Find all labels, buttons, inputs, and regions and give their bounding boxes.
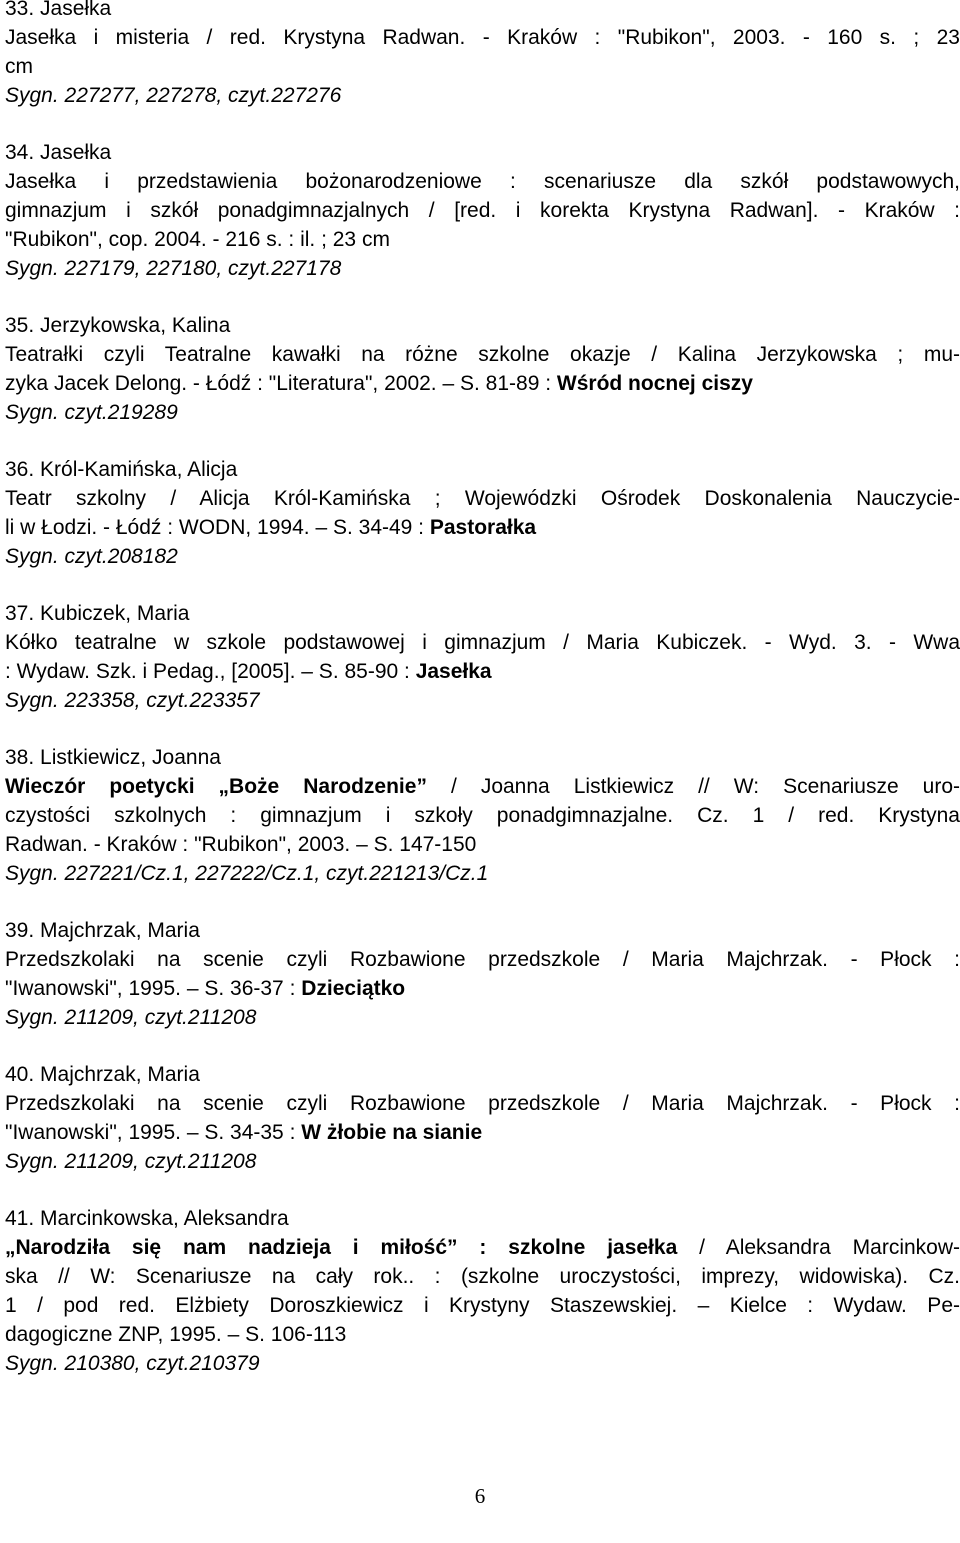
entry-body-line: gimnazjum i szkół ponadgimnazjalnych / [red. i korekta Krystyna Radwan]. - Kraków : <box>5 199 960 222</box>
entry-section-title: W żłobie na sianie <box>301 1121 483 1144</box>
entry-body-line: 1 / pod red. Elżbiety Doroszkiewicz i Krystyny Staszewskiej. – Kielce : Wydaw. Pe- <box>5 1294 960 1317</box>
bibliography-entry <box>5 138 960 283</box>
entry-body-line <box>5 657 960 686</box>
entry-signature: Sygn. 211209, czyt.211208 <box>5 1006 257 1029</box>
page-number: 6 <box>474 1484 486 1508</box>
entry-body-line: Kółko teatralne w szkole podstawowej i gimnazjum / Maria Kubiczek. - Wyd. 3. - Wwa <box>5 631 960 654</box>
entry-body-line <box>5 1118 960 1147</box>
entry-section-title: Wieczór poetycki „Boże Narodzenie” <box>5 775 427 798</box>
bibliography-entry <box>5 455 960 571</box>
entry-body-line <box>5 513 960 542</box>
entry-heading: 37. Kubiczek, Maria <box>5 602 190 625</box>
entry-body-line: Przedszkolaki na scenie czyli Rozbawione przedszkole / Maria Majchrzak. - Płock : <box>5 1092 960 1115</box>
document-page <box>5 0 960 1406</box>
entry-section-title: Dzieciątko <box>301 977 406 1000</box>
entry-heading: 36. Król-Kamińska, Alicja <box>5 458 238 481</box>
entry-body-line: Radwan. - Kraków : "Rubikon", 2003. – S. 147-150 <box>5 833 477 856</box>
entry-body-line: Teatrałki czyli Teatralne kawałki na różne szkolne okazje / Kalina Jerzykowska ; mu- <box>5 343 960 366</box>
entry-text: / Joanna Listkiewicz // W: Scenariusze uro- <box>426 775 960 798</box>
entry-text: "Iwanowski", 1995. – S. 34-35 : <box>5 1121 302 1144</box>
entry-section-title: Wśród nocnej ciszy <box>556 372 753 395</box>
entry-heading: 33. Jasełka <box>5 0 112 20</box>
bibliography-entry <box>5 311 960 427</box>
entry-body-line: dagogiczne ZNP, 1995. – S. 106-113 <box>5 1323 347 1346</box>
entry-section-title: Pastorałka <box>429 516 537 539</box>
entry-signature: Sygn. 227179, 227180, czyt.227178 <box>5 257 342 280</box>
entry-text: li w Łodzi. - Łódź : WODN, 1994. – S. 34-49 : <box>5 516 430 539</box>
entry-section-title: Jasełka <box>415 660 492 683</box>
entry-signature: Sygn. czyt.219289 <box>5 401 178 424</box>
entry-body-line <box>5 772 960 801</box>
entry-heading: 34. Jasełka <box>5 141 112 164</box>
entry-body-line <box>5 369 960 398</box>
entry-signature: Sygn. 227277, 227278, czyt.227276 <box>5 84 342 107</box>
entry-body-line: "Rubikon", cop. 2004. - 216 s. : il. ; 23 cm <box>5 228 390 251</box>
bibliography-entry <box>5 916 960 1032</box>
entry-body-line <box>5 1233 960 1262</box>
entry-heading: 38. Listkiewicz, Joanna <box>5 746 221 769</box>
bibliography-entry <box>5 1204 960 1378</box>
entry-heading: 39. Majchrzak, Maria <box>5 919 200 942</box>
entry-text: / Aleksandra Marcinkow- <box>677 1236 960 1259</box>
entry-section-title: „Narodziła się nam nadzieja i miłość” : szkolne jasełka <box>5 1236 678 1259</box>
entry-text: zyka Jacek Delong. - Łódź : "Literatura", 2002. – S. 81-89 : <box>5 372 557 395</box>
entry-text: "Iwanowski", 1995. – S. 36-37 : <box>5 977 302 1000</box>
bibliography-entry <box>5 1060 960 1176</box>
entry-body-line: cm <box>5 55 33 78</box>
entry-body-line: Jasełka i misteria / red. Krystyna Radwan. - Kraków : "Rubikon", 2003. - 160 s. ; 23 <box>5 26 960 49</box>
entry-body-line: ska // W: Scenariusze na cały rok.. : (szkolne uroczystości, imprezy, widowiska). Cz. <box>5 1265 960 1288</box>
entry-signature: Sygn. 223358, czyt.223357 <box>5 689 260 712</box>
bibliography-entry <box>5 0 960 110</box>
entry-body-line: Jasełka i przedstawienia bożonarodzeniowe : scenariusze dla szkół podstawowych, <box>5 170 960 193</box>
entry-body-line: czystości szkolnych : gimnazjum i szkoły ponadgimnazjalne. Cz. 1 / red. Krystyna <box>5 804 960 827</box>
entry-heading: 41. Marcinkowska, Aleksandra <box>5 1207 289 1230</box>
bibliography-entry <box>5 743 960 888</box>
entry-signature: Sygn. czyt.208182 <box>5 545 178 568</box>
entry-body-line <box>5 974 960 1003</box>
entry-body-line: Teatr szkolny / Alicja Król-Kamińska ; Wojewódzki Ośrodek Doskonalenia Nauczycie- <box>5 487 960 510</box>
entry-signature: Sygn. 211209, czyt.211208 <box>5 1150 257 1173</box>
entry-signature: Sygn. 210380, czyt.210379 <box>5 1352 260 1375</box>
entry-heading: 40. Majchrzak, Maria <box>5 1063 200 1086</box>
entry-text: : Wydaw. Szk. i Pedag., [2005]. – S. 85-90 : <box>5 660 416 683</box>
entry-signature: Sygn. 227221/Cz.1, 227222/Cz.1, czyt.221213/Cz.1 <box>5 862 489 885</box>
bibliography-entry <box>5 599 960 715</box>
entry-body-line: Przedszkolaki na scenie czyli Rozbawione przedszkole / Maria Majchrzak. - Płock : <box>5 948 960 971</box>
entry-heading: 35. Jerzykowska, Kalina <box>5 314 231 337</box>
